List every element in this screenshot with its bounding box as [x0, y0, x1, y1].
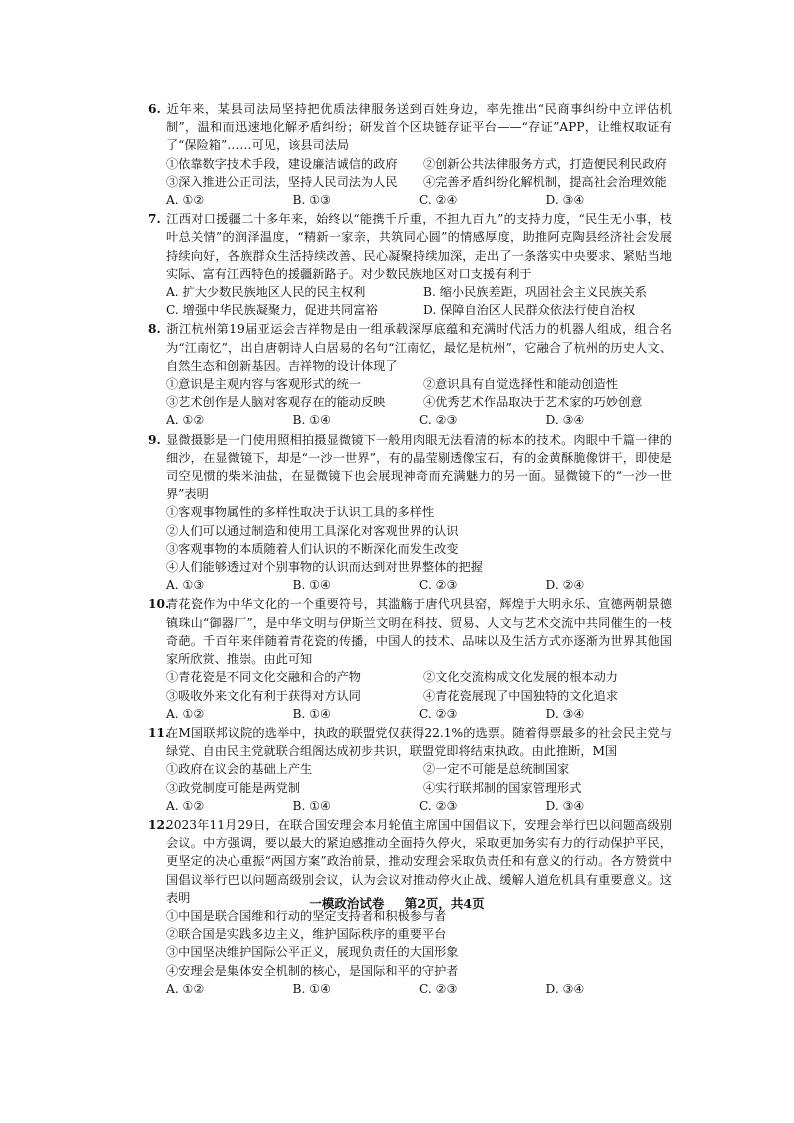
statement-item: ③政党制度可能是两党制: [166, 780, 301, 795]
answer-choice: A. ①②: [166, 798, 205, 813]
question-text: 近年来，某县司法局坚持把优质法律服务送到百姓身边，率先推出“民商事纠纷中立评估机制”，温和而迅速地化解矛盾纠纷；研发首个区块链存证平台——“存证”APP，让维权取证有了“保险箱”……可见，该县司法局: [166, 102, 672, 153]
answer-choice: D. ③④: [545, 798, 585, 813]
answer-choice: D. ③④: [545, 981, 585, 996]
statement-item: ③深入推进公正司法，坚持人民司法为人民: [166, 174, 398, 189]
statement-item: ①政府在议会的基础上产生: [166, 762, 313, 777]
statement-item: B. 缩小民族差距，巩固社会主义民族关系: [423, 285, 647, 300]
statement-list: [148, 668, 672, 704]
answer-choice: B. ①④: [292, 981, 332, 996]
statement-item: ①中国是联合国维和行动的坚定支持者和积极参与者: [166, 908, 447, 923]
question-7: [148, 210, 672, 319]
question-stem: [148, 320, 672, 375]
question-text: 浙江杭州第19届亚运会吉祥物是由一组承载深厚底蕴和充满时代活力的机器人组成，组合名为“江南忆”，出自唐朝诗人白居易的名句“江南忆，最忆是杭州”，它融合了杭州的历史人文、自然生态和创新基因。吉祥物的设计体现了: [166, 322, 672, 373]
answer-choice: C. ②③: [419, 706, 458, 721]
statement-item: ④完善矛盾纠纷化解机制，提高社会治理效能: [423, 174, 667, 189]
answer-choice: C. ②③: [419, 798, 458, 813]
answer-choice: B. ①③: [292, 193, 332, 208]
question-6: [148, 100, 672, 209]
answer-choice: C. ②③: [419, 981, 458, 996]
statement-item: ②人们可以通过制造和使用工具深化对客观世界的认识: [166, 523, 459, 538]
statement-item: ①意识是主观内容与客观形式的统一: [166, 377, 361, 392]
answer-choice: A. ①②: [166, 413, 205, 428]
statement-list: [148, 375, 672, 411]
statement-item: ④青花瓷展现了中国独特的文化追求: [423, 688, 618, 703]
page-footer: [0, 894, 794, 912]
statement-item: ③中国坚决维护国际公平正义，展现负责任的大国形象: [166, 945, 459, 960]
answer-choice: C. ②③: [419, 413, 458, 428]
question-number: 10.: [148, 597, 170, 612]
question-stem: [148, 210, 672, 283]
statement-item: ④实行联邦制的国家管理形式: [423, 780, 582, 795]
answer-choice: C. ②③: [419, 578, 458, 593]
question-text: 青花瓷作为中华文化的一个重要符号，其滥觞于唐代巩县窑，辉煌于大明永乐、宣德两朝景德镇珠山“御器厂”，是中华文明与伊斯兰文明在科技、贸易、人文与艺术交流中共同催生的一枝奇葩。千百年来伴随着青花瓷的传播，中国人的技术、品味以及生活方式亦逐渐为世界其他国家所欣赏、推崇。由此可知: [166, 597, 672, 667]
answer-choices: [148, 576, 672, 594]
answer-choices: [148, 191, 672, 209]
answer-choice: D. ③④: [545, 413, 585, 428]
answer-choice: B. ①④: [292, 413, 332, 428]
question-10: [148, 595, 672, 722]
question-number: 11.: [148, 725, 170, 740]
statement-item: ③客观事物的本质随着人们认识的不断深化而发生改变: [166, 541, 459, 556]
footer-page-number: 第2页，共4页: [404, 896, 485, 911]
statement-item: D. 保障自治区人民群众依法行使自治权: [423, 303, 636, 318]
question-8: [148, 320, 672, 429]
question-number: 12.: [148, 817, 170, 832]
answer-choice: D. ②④: [545, 578, 585, 593]
statement-item: ②创新公共法律服务方式，打造便民利民政府: [423, 156, 667, 171]
statement-item: C. 增强中华民族凝聚力，促进共同富裕: [166, 303, 378, 318]
answer-choice: B. ①④: [292, 706, 332, 721]
statement-item: ④安理会是集体安全机制的核心，是国际和平的守护者: [166, 963, 459, 978]
statement-list: [148, 155, 672, 191]
answer-choice: B. ①④: [292, 798, 332, 813]
question-number: 8.: [148, 322, 161, 337]
answer-choice: B. ①④: [292, 578, 332, 593]
statement-item: ①青花瓷是不同文化交融和合的产物: [166, 670, 361, 685]
answer-choices: [148, 411, 672, 429]
question-number: 6.: [148, 102, 161, 116]
statement-item: ③艺术创作是人脑对客观存在的能动反映: [166, 395, 386, 410]
statement-item: A. 扩大少数民族地区人民的民主权利: [166, 285, 366, 300]
question-text: 在M国联邦议院的选举中，执政的联盟党仅获得22.1%的选票。随着得票最多的社会民主党与绿党、自由民主党就联合组阁达成初步共识，联盟党即将结束执政。由此推断，M国: [166, 725, 672, 759]
statement-item: ②联合国是实践多边主义，维护国际秩序的重要平台: [166, 927, 447, 942]
answer-choice: A. ①②: [166, 981, 205, 996]
answer-choice: A. ①②: [166, 706, 205, 721]
statement-item: ①依靠数字技术手段，建设廉洁诚信的政府: [166, 156, 398, 171]
statement-item: ②意识具有自觉选择性和能动创造性: [423, 377, 618, 392]
statement-item: ④优秀艺术作品取决于艺术家的巧妙创意: [423, 395, 643, 410]
answer-choice: A. ①③: [166, 578, 205, 593]
statement-item: ④人们能够透过对个别事物的认识而达到对世界整体的把握: [166, 560, 483, 575]
statement-item: ②文化交流构成文化发展的根本动力: [423, 670, 618, 685]
answer-choices: [148, 705, 672, 723]
answer-choices: [148, 980, 672, 998]
question-9: [148, 431, 672, 595]
question-stem: [148, 724, 672, 760]
statement-item: ③吸收外来文化有利于获得对方认同: [166, 688, 361, 703]
question-text: 江西对口援疆二十多年来，始终以“能携千斤重，不担九百九”的支持力度，“民生无小事，枝叶总关情”的润泽温度，“精新一家亲，共筑同心圆”的情感厚度，助推阿克陶县经济社会发展持续向好，各族群众生活持续改善、民心凝聚持续加深，走出了一条落实中央要求、紧贴当地实际、富有江西特色的援疆新路子。对少数民族地区对口支援有利于: [166, 212, 672, 281]
statement-list: [148, 907, 672, 980]
exam-page: [148, 100, 672, 999]
answer-choice: A. ①②: [166, 193, 205, 208]
statement-item: ②一定不可能是总统制国家: [423, 762, 570, 777]
footer-title: 一模政治试卷: [309, 896, 385, 911]
question-text: 显微摄影是一门使用照相拍摄显微镜下一般用肉眼无法看清的标本的技术。肉眼中千篇一律的细沙，在显微镜下，却是“一沙一世界”，有的晶莹剔透像宝石，有的金黄酥脆像饼干，即使是司空见惯的柴米油盐，在显微镜下也会展现神奇而充满魅力的另一面。显微镜下的“一沙一世界”表明: [166, 432, 672, 502]
answer-choice: D. ③④: [545, 706, 585, 721]
answer-choice: C. ②④: [419, 193, 458, 208]
statement-list: [148, 283, 672, 319]
question-stem: [148, 100, 672, 155]
question-11: [148, 724, 672, 815]
statement-list: [148, 760, 672, 796]
question-number: 9.: [148, 432, 161, 447]
question-text: 2023年11月29日，在联合国安理会本月轮值主席国中国倡议下，安理会举行巴以问题高级别会议。中方强调，要以最大的紧迫感推动全面持久停火，采取更加务实有力的行动保护平民，更坚定的决心重振“两国方案”政治前景，推动安理会采取负责任和有意义的行动。各方赞赏中国倡议举行巴以问题高级别会议，认为会议对推动停火止战、缓解人道危机具有重要意义。这表明: [166, 817, 672, 905]
question-stem: [148, 595, 672, 668]
statement-item: ①客观事物属性的多样性取决于认识工具的多样性: [166, 505, 435, 520]
statement-list: [148, 503, 672, 576]
answer-choices: [148, 797, 672, 815]
question-stem: [148, 431, 672, 504]
question-number: 7.: [148, 212, 161, 227]
answer-choice: D. ③④: [545, 193, 585, 208]
